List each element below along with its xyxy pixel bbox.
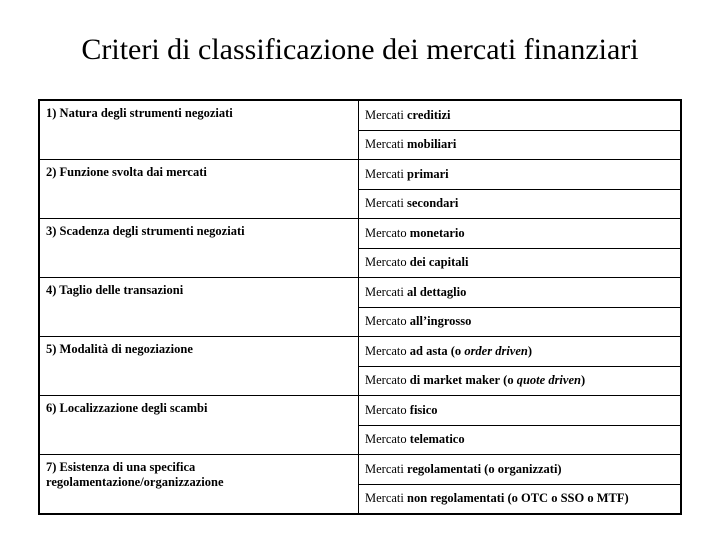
market-note: (o bbox=[450, 343, 462, 358]
market-name: di market maker bbox=[409, 373, 501, 388]
market-name: non regolamentati (o OTC o SSO o MTF) bbox=[407, 491, 629, 506]
market-note-close: ) bbox=[580, 373, 586, 388]
market-prefix: Mercati bbox=[365, 284, 404, 299]
market-cell bbox=[359, 100, 682, 130]
market-name: mobiliari bbox=[407, 137, 457, 152]
criterion-cell bbox=[39, 160, 359, 219]
market-name: dei capitali bbox=[409, 255, 469, 270]
market-prefix: Mercati bbox=[365, 461, 404, 476]
market-cell bbox=[359, 189, 682, 219]
market-name: al dettaglio bbox=[407, 284, 467, 299]
market-prefix: Mercato bbox=[365, 373, 407, 388]
market-name: primari bbox=[407, 166, 449, 181]
market-name: fisico bbox=[409, 402, 438, 417]
market-prefix: Mercato bbox=[365, 343, 407, 358]
classification-table-body bbox=[39, 100, 681, 514]
table-row bbox=[39, 100, 681, 130]
criterion-label: 7) Esistenza di una specifica regolamentazione/organizzazione bbox=[46, 460, 224, 489]
market-note-close: ) bbox=[527, 343, 533, 358]
criterion-label: 6) Localizzazione degli scambi bbox=[46, 401, 208, 415]
criterion-label: 5) Modalità di negoziazione bbox=[46, 342, 193, 356]
market-name: ad asta bbox=[409, 343, 448, 358]
table-row bbox=[39, 337, 681, 367]
criterion-cell bbox=[39, 100, 359, 160]
market-name: secondari bbox=[407, 196, 459, 211]
table-row bbox=[39, 455, 681, 485]
market-name: regolamentati (o organizzati) bbox=[407, 461, 562, 476]
market-cell bbox=[359, 248, 682, 278]
criterion-label: 3) Scadenza degli strumenti negoziati bbox=[46, 224, 245, 238]
market-cell bbox=[359, 160, 682, 190]
market-prefix: Mercato bbox=[365, 255, 407, 270]
table-row bbox=[39, 396, 681, 426]
market-cell bbox=[359, 337, 682, 367]
market-cell bbox=[359, 455, 682, 485]
market-cell bbox=[359, 278, 682, 308]
market-prefix: Mercati bbox=[365, 166, 404, 181]
market-prefix: Mercato bbox=[365, 402, 407, 417]
market-prefix: Mercato bbox=[365, 314, 407, 329]
criterion-label: 1) Natura degli strumenti negoziati bbox=[46, 106, 233, 120]
table-row bbox=[39, 160, 681, 190]
criterion-cell bbox=[39, 455, 359, 515]
criterion-cell bbox=[39, 278, 359, 337]
page-title: Criteri di classificazione dei mercati finanziari bbox=[81, 33, 639, 66]
criterion-cell bbox=[39, 219, 359, 278]
market-cell bbox=[359, 307, 682, 337]
market-prefix: Mercato bbox=[365, 432, 407, 447]
table-row bbox=[39, 278, 681, 308]
market-prefix: Mercati bbox=[365, 196, 404, 211]
market-prefix: Mercati bbox=[365, 107, 404, 122]
market-name: monetario bbox=[409, 225, 465, 240]
market-cell bbox=[359, 425, 682, 455]
market-cell bbox=[359, 366, 682, 396]
market-name: all’ingrosso bbox=[409, 314, 472, 329]
classification-table bbox=[38, 99, 682, 515]
market-prefix: Mercati bbox=[365, 137, 404, 152]
criterion-label: 2) Funzione svolta dai mercati bbox=[46, 165, 207, 179]
market-name: creditizi bbox=[407, 107, 451, 122]
criterion-cell bbox=[39, 337, 359, 396]
market-cell bbox=[359, 396, 682, 426]
market-note: (o bbox=[503, 373, 514, 388]
market-cell bbox=[359, 130, 682, 160]
table-row bbox=[39, 219, 681, 249]
market-cell bbox=[359, 219, 682, 249]
market-prefix: Mercato bbox=[365, 225, 407, 240]
market-note-italic: quote driven bbox=[516, 373, 581, 388]
market-name: telematico bbox=[409, 432, 465, 447]
market-cell bbox=[359, 484, 682, 514]
criterion-label: 4) Taglio delle transazioni bbox=[46, 283, 184, 297]
market-note-italic: order driven bbox=[464, 343, 528, 358]
market-prefix: Mercati bbox=[365, 491, 404, 506]
criterion-cell bbox=[39, 396, 359, 455]
